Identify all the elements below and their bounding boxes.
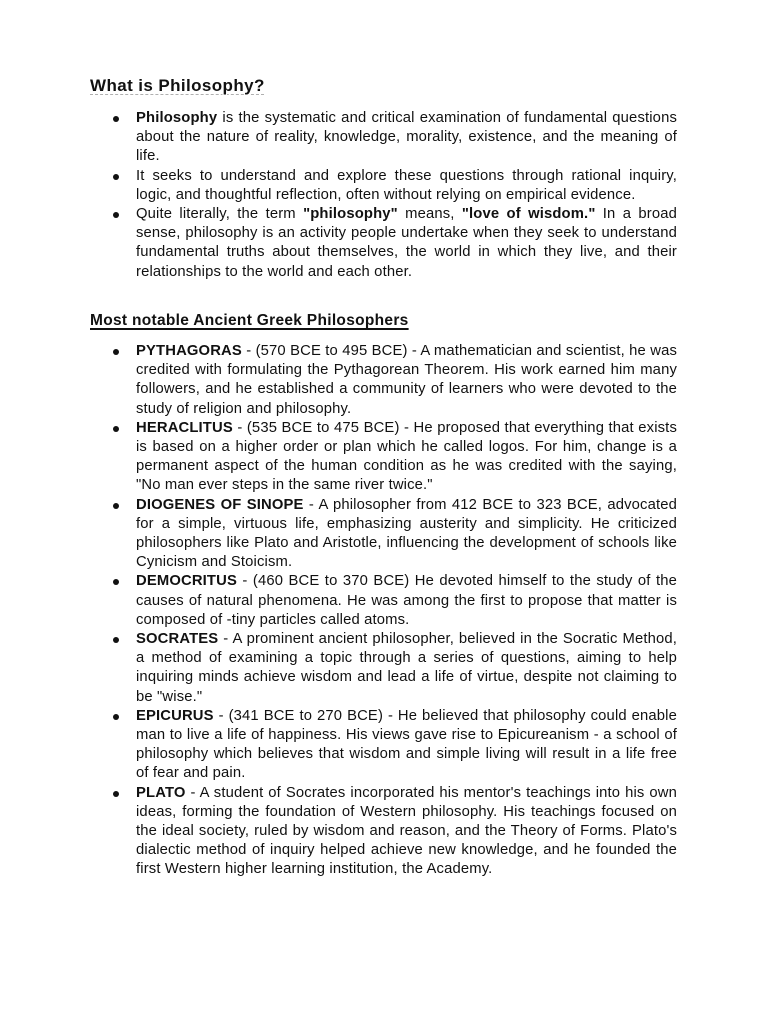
item-text: - A prominent ancient philosopher, believed in the Socratic Method, a method of examining a topic through a series of questions, aiming to help inquiring minds achieve wisdom and lead a life of virtue, despite not claiming to be "wise." (136, 631, 677, 705)
item-text: - (570 BCE to 495 BCE) - A mathematician and scientist, he was credited with formulating the Pythagorean Theorem. His work earned him many followers, and he established a community of learners who were devoted to the study of religion and philosophy. (136, 343, 677, 417)
item-text: - (460 BCE to 370 BCE) He devoted himself to the study of the causes of natural phenomena. He was among the first to propose that matter is composed of -tiny particles called atoms. (136, 573, 677, 628)
item-text: It seeks to understand and explore these questions through rational inquiry, logic, and thoughtful reflection, often without relying on empirical evidence. (136, 167, 677, 203)
term-bold: Philosophy (136, 110, 218, 126)
item-text: - (535 BCE to 475 BCE) - He proposed that everything that exists is based on a higher order or plan which he called logos. For him, change is a permanent aspect of the human condition as he was credited with the saying, "No man ever steps in the same river twice." (136, 419, 677, 494)
list-item-socrates (0, 630, 677, 707)
item-text: Quite literally, the term (136, 206, 304, 223)
bullet-icon (113, 426, 119, 432)
list-item (0, 167, 677, 205)
bullet-icon (113, 174, 119, 180)
philosopher-name: DIOGENES OF SINOPE (136, 496, 304, 513)
item-text: - A student of Socrates incorporated his mentor's teachings into his own ideas, forming the foundation of Western philosophy. His teachings focused on the ideal society, ruled by wisdom and reason, and the Theory of Forms. Plato's dialectic method of inquiry helped achieve new knowledge, and he founded the first Western higher learning institution, the Academy. (136, 784, 677, 878)
bullet-icon (113, 349, 119, 355)
philosophy-definition-list (0, 109, 677, 282)
philosopher-name: DEMOCRITUS (136, 573, 237, 590)
list-item-plato (0, 784, 677, 880)
term-bold: "love of wisdom." (461, 206, 596, 223)
list-item (0, 205, 677, 282)
list-item-pythagoras (0, 342, 677, 419)
philosopher-name: HERACLITUS (136, 419, 233, 436)
philosopher-name: EPICURUS (136, 707, 214, 724)
philosopher-name: PYTHAGORAS (136, 343, 242, 359)
bullet-icon (113, 116, 119, 122)
item-text: is the systematic and critical examination of fundamental questions about the nature of reality, knowledge, morality, existence, and the meaning of life. (136, 110, 677, 165)
item-text: means, (397, 206, 462, 223)
bullet-icon (113, 212, 119, 218)
bullet-icon (113, 579, 119, 585)
bullet-icon (113, 637, 119, 643)
list-item-heraclitus (0, 419, 677, 496)
bullet-icon (113, 714, 119, 720)
philosophers-list (0, 342, 677, 880)
item-text: - (341 BCE to 270 BCE) - He believed that philosophy could enable man to live a life of happiness. His views gave rise to Epicureanism - a school of philosophy which believes that wisdom and simple living will result in a life free of fear and pain. (136, 707, 677, 782)
section-title-greek-philosophers: Most notable Ancient Greek Philosophers (90, 312, 409, 329)
item-text: - A philosopher from 412 BCE to 323 BCE, advocated for a simple, virtuous life, emphasizing austerity and simplicity. He criticized philosophers like Plato and Aristotle, influencing the development of schools like Cynicism and Stoicism. (136, 496, 678, 571)
bullet-icon (113, 791, 119, 797)
item-text: In a broad sense, philosophy is an activity people undertake when they seek to understand fundamental truths about themselves, the world in which they live, and their relationships to the world and each other. (136, 206, 677, 280)
bullet-icon (113, 503, 119, 509)
list-item-democritus (0, 572, 677, 630)
term-bold: "philosophy" (303, 206, 398, 223)
philosopher-name: SOCRATES (136, 631, 219, 648)
section-title-what-is-philosophy: What is Philosophy? (90, 76, 265, 95)
list-item-epicurus (0, 707, 677, 784)
list-item (0, 109, 677, 167)
philosopher-name: PLATO (136, 784, 186, 801)
list-item-diogenes (0, 496, 677, 573)
